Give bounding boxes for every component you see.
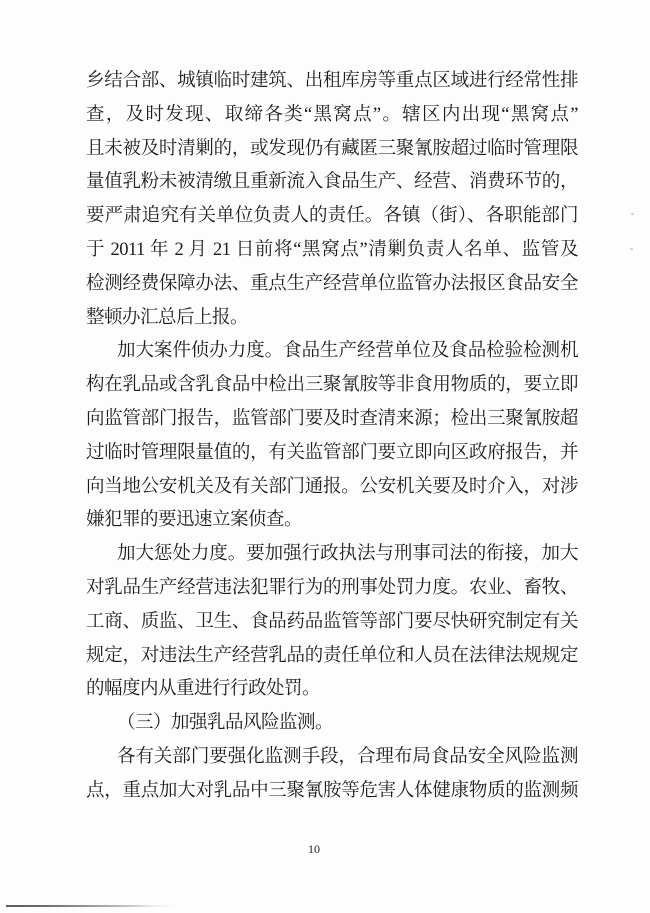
text-line: 对乳品生产经营违法犯罪行为的刑事处罚力度。农业、畜牧、 (86, 577, 578, 598)
text-line: 整顿办汇总后上报。 (86, 307, 249, 328)
text-line: 嫌犯罪的要迅速立案侦查。 (86, 510, 303, 531)
text-line: 于 2011 年 2 月 21 日前将“黑窝点”清剿负责人名单、监管及 (86, 239, 578, 260)
scan-artifact-speck (630, 248, 633, 250)
paragraph (86, 538, 578, 707)
text-line: 乡结合部、城镇临时建筑、出租库房等重点区域进行经常性排 (86, 71, 578, 91)
text-line: 向监管部门报告，监管部门要及时查清来源；检出三聚氰胺超 (86, 408, 578, 429)
text-line: 的幅度内从重进行行政处罚。 (86, 679, 321, 700)
text-line: 加大案件侦办力度。食品生产经营单位及食品检验检测机 (117, 341, 578, 362)
text-line: 各有关部门要强化监测手段，合理布局食品安全风险监测 (117, 746, 578, 767)
text-line: 点，重点加大对乳品中三聚氰胺等危害人体健康物质的监测频 (86, 780, 578, 801)
paragraph (86, 65, 578, 335)
paragraph (86, 741, 578, 809)
text-line: 加大惩处力度。要加强行政执法与刑事司法的衔接，加大 (117, 544, 578, 565)
paragraph (86, 335, 578, 538)
section-heading-line: （三）加强乳品风险监测。 (117, 713, 334, 734)
body-text (86, 65, 578, 809)
paragraph-heading (86, 707, 578, 741)
text-line: 且未被及时清剿的，或发现仍有藏匿三聚氰胺超过临时管理限 (86, 138, 578, 159)
text-line: 查，及时发现、取缔各类“黑窝点”。辖区内出现“黑窝点” (86, 104, 578, 125)
page-number: 10 (308, 842, 320, 856)
text-line: 工商、质监、卫生、食品药品监管等部门要尽快研究制定有关 (86, 611, 578, 632)
text-line: 检测经费保障办法、重点生产经营单位监管办法报区食品安全 (86, 273, 578, 294)
text-line: 过临时管理限量值的，有关监管部门要立即向区政府报告，并 (86, 442, 578, 463)
scan-artifact-line (6, 905, 176, 907)
text-line: 向当地公安机关及有关部门通报。公安机关要及时介入，对涉 (86, 476, 578, 497)
text-line: 规定，对违法生产经营乳品的责任单位和人员在法律法规规定 (86, 645, 578, 666)
text-line: 要严肃追究有关单位负责人的责任。各镇（街）、各职能部门 (86, 206, 578, 227)
text-line: 构在乳品或含乳食品中检出三聚氰胺等非食用物质的，要立即 (86, 375, 578, 396)
text-line: 量值乳粉未被清缴且重新流入食品生产、经营、消费环节的， (86, 172, 578, 193)
scan-artifact-speck (631, 213, 634, 215)
